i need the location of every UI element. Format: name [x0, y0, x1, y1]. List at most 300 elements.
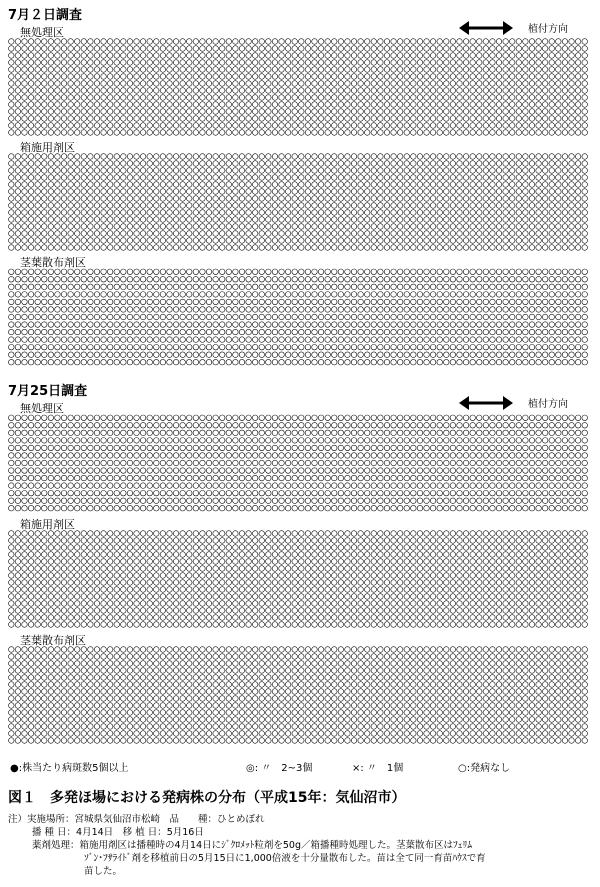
plant-none — [542, 217, 548, 223]
plant-none — [74, 277, 80, 283]
plant-none — [226, 337, 232, 343]
plant-none — [226, 307, 232, 313]
plant-none — [549, 210, 555, 216]
plant-none — [430, 490, 436, 496]
plant-none — [338, 74, 344, 80]
plant-none — [107, 475, 113, 481]
plant-none — [121, 196, 127, 202]
plant-none — [259, 445, 265, 451]
plant-none — [483, 307, 489, 313]
plant-none — [239, 460, 245, 466]
plant-none — [9, 423, 15, 429]
plant-none — [279, 269, 285, 275]
plant-none — [9, 238, 15, 244]
plant-none — [81, 352, 87, 358]
plant-none — [509, 53, 515, 59]
plant-none — [490, 430, 496, 436]
plant-none — [556, 175, 562, 181]
plant-none — [68, 102, 74, 108]
plant-none — [68, 95, 74, 101]
plant-none — [259, 123, 265, 129]
plant-none — [206, 545, 212, 551]
plant-none — [186, 130, 192, 136]
plant-none — [180, 154, 186, 160]
plant-none — [378, 81, 384, 87]
plant-none — [55, 109, 61, 115]
plant-none — [285, 430, 291, 436]
plant-none — [569, 217, 575, 223]
plant-none — [233, 538, 239, 544]
plant-none — [305, 88, 311, 94]
plant-none — [582, 168, 588, 174]
plant-none — [575, 154, 581, 160]
plant-none — [542, 277, 548, 283]
plant-none — [259, 453, 265, 459]
plant-none — [529, 277, 535, 283]
plant-none — [325, 116, 331, 122]
plant-none — [101, 196, 107, 202]
plant-none — [457, 123, 463, 129]
plant-none — [582, 307, 588, 313]
plant-none — [299, 415, 305, 421]
plant-none — [457, 460, 463, 466]
plant-none — [417, 95, 423, 101]
plant-none — [94, 168, 100, 174]
plant-none — [101, 423, 107, 429]
plant-none — [167, 53, 173, 59]
plant-none — [15, 352, 21, 358]
plant-none — [259, 438, 265, 444]
plant-none — [61, 322, 67, 328]
plant-none — [22, 53, 28, 59]
plant-none — [437, 175, 443, 181]
plant-none — [219, 245, 225, 251]
plant-none — [312, 277, 318, 283]
plant-none — [450, 277, 456, 283]
plant-none — [384, 116, 390, 122]
plant-none — [463, 475, 469, 481]
plant-none — [496, 475, 502, 481]
plant-none — [107, 284, 113, 290]
plant-none — [444, 203, 450, 209]
plant-none — [312, 81, 318, 87]
plant-none — [127, 224, 133, 230]
plant-none — [345, 67, 351, 73]
plant-none — [114, 130, 120, 136]
plant-none — [476, 245, 482, 251]
plant-none — [437, 430, 443, 436]
plant-none — [252, 238, 258, 244]
plant-none — [404, 46, 410, 52]
plant-none — [299, 453, 305, 459]
plant-none — [503, 196, 509, 202]
plant-none — [503, 352, 509, 358]
plant-none — [364, 545, 370, 551]
plant-none — [35, 182, 41, 188]
plant-none — [279, 277, 285, 283]
plant-none — [292, 337, 298, 343]
plant-none — [457, 74, 463, 80]
plant-none — [417, 538, 423, 544]
plant-none — [9, 130, 15, 136]
plant-none — [15, 130, 21, 136]
plant-none — [292, 314, 298, 320]
plant-none — [140, 468, 146, 474]
plant-none — [134, 217, 140, 223]
plant-none — [81, 74, 87, 80]
plant-none — [160, 269, 166, 275]
plant-none — [338, 154, 344, 160]
plant-none — [22, 460, 28, 466]
plant-none — [35, 39, 41, 45]
plant-none — [259, 109, 265, 115]
plant-none — [351, 116, 357, 122]
plant-none — [411, 102, 417, 108]
plant-none — [88, 224, 94, 230]
plant-none — [147, 130, 153, 136]
plant-none — [364, 189, 370, 195]
plant-none — [259, 46, 265, 52]
plant-none — [371, 498, 377, 504]
plant-none — [529, 130, 535, 136]
plant-none — [140, 67, 146, 73]
plant-none — [74, 123, 80, 129]
plant-none — [200, 337, 206, 343]
plant-none — [167, 359, 173, 365]
plant-none — [147, 196, 153, 202]
plant-none — [134, 67, 140, 73]
plant-none — [226, 531, 232, 537]
plant-none — [114, 344, 120, 350]
plant-none — [55, 161, 61, 167]
plant-none — [437, 438, 443, 444]
plant-none — [351, 182, 357, 188]
plant-none — [193, 189, 199, 195]
plant-none — [549, 88, 555, 94]
plant-none — [28, 231, 34, 237]
plant-none — [107, 453, 113, 459]
plant-none — [154, 39, 160, 45]
plant-none — [266, 468, 272, 474]
plant-none — [226, 545, 232, 551]
plant-none — [529, 88, 535, 94]
plant-none — [417, 154, 423, 160]
plant-none — [318, 430, 324, 436]
plant-none — [378, 468, 384, 474]
plant-none — [219, 545, 225, 551]
plant-none — [206, 102, 212, 108]
plant-none — [483, 430, 489, 436]
plant-none — [490, 238, 496, 244]
plant-none — [312, 498, 318, 504]
plant-none — [206, 116, 212, 122]
plant-none — [193, 196, 199, 202]
plant-none — [516, 307, 522, 313]
plant-none — [569, 196, 575, 202]
plant-none — [351, 453, 357, 459]
plant-none — [404, 154, 410, 160]
plant-none — [437, 531, 443, 537]
plant-none — [279, 292, 285, 298]
plant-none — [463, 490, 469, 496]
plant-none — [404, 81, 410, 87]
plant-none — [556, 531, 562, 537]
plant-none — [305, 438, 311, 444]
plant-none — [404, 292, 410, 298]
plant-none — [338, 490, 344, 496]
plant-none — [74, 453, 80, 459]
plant-none — [173, 123, 179, 129]
plant-none — [463, 182, 469, 188]
plant-none — [219, 130, 225, 136]
plant-none — [48, 168, 54, 174]
plant-none — [371, 95, 377, 101]
plant-none — [186, 203, 192, 209]
plant-none — [331, 39, 337, 45]
plant-none — [582, 88, 588, 94]
plant-none — [107, 445, 113, 451]
plant-none — [417, 116, 423, 122]
plant-none — [490, 292, 496, 298]
plant-none — [107, 81, 113, 87]
plant-none — [81, 299, 87, 305]
plant-none — [213, 196, 219, 202]
plant-none — [496, 175, 502, 181]
plant-none — [430, 217, 436, 223]
plant-none — [305, 531, 311, 537]
plant-none — [15, 415, 21, 421]
plant-none — [476, 161, 482, 167]
plant-none — [48, 95, 54, 101]
plant-none — [503, 475, 509, 481]
plant-none — [266, 498, 272, 504]
plant-none — [358, 475, 364, 481]
plant-none — [28, 130, 34, 136]
plant-none — [556, 359, 562, 365]
plant-none — [338, 269, 344, 275]
plant-none — [299, 109, 305, 115]
plant-none — [444, 490, 450, 496]
plant-none — [575, 438, 581, 444]
plant-none — [180, 322, 186, 328]
plant-none — [200, 203, 206, 209]
plant-none — [351, 168, 357, 174]
plant-none — [338, 468, 344, 474]
plant-none — [193, 423, 199, 429]
plant-none — [292, 224, 298, 230]
plant-none — [575, 95, 581, 101]
plant-none — [470, 430, 476, 436]
plant-none — [503, 438, 509, 444]
plant-none — [94, 53, 100, 59]
plant-none — [193, 545, 199, 551]
plant-none — [74, 154, 80, 160]
plant-none — [233, 39, 239, 45]
planting-direction-label: 植付方向 — [528, 24, 568, 35]
plant-none — [74, 284, 80, 290]
plant-none — [318, 453, 324, 459]
plant-none — [180, 359, 186, 365]
plant-none — [266, 196, 272, 202]
plant-none — [338, 217, 344, 223]
plant-none — [226, 210, 232, 216]
plant-none — [569, 88, 575, 94]
plant-none — [114, 329, 120, 335]
plant-none — [444, 60, 450, 66]
plant-none — [509, 203, 515, 209]
plant-none — [503, 299, 509, 305]
plant-none — [529, 531, 535, 537]
plant-none — [575, 130, 581, 136]
plant-none — [582, 292, 588, 298]
plant-none — [140, 531, 146, 537]
plant-none — [167, 531, 173, 537]
plant-none — [154, 74, 160, 80]
plant-none — [351, 238, 357, 244]
plant-none — [55, 130, 61, 136]
plant-none — [173, 182, 179, 188]
plant-none — [562, 168, 568, 174]
plant-none — [193, 116, 199, 122]
plant-none — [9, 475, 15, 481]
plant-none — [523, 245, 529, 251]
plant-none — [582, 498, 588, 504]
plant-none — [384, 67, 390, 73]
plant-none — [285, 123, 291, 129]
plant-none — [48, 210, 54, 216]
plant-none — [556, 322, 562, 328]
plant-none — [463, 109, 469, 115]
plant-none — [226, 453, 232, 459]
plant-none — [160, 217, 166, 223]
plant-none — [28, 238, 34, 244]
plant-none — [457, 475, 463, 481]
plant-none — [147, 538, 153, 544]
plant-none — [397, 498, 403, 504]
plant-none — [28, 210, 34, 216]
plant-none — [299, 359, 305, 365]
plant-none — [213, 102, 219, 108]
plant-none — [15, 337, 21, 343]
plant-none — [55, 423, 61, 429]
plant-none — [509, 123, 515, 129]
plant-none — [35, 415, 41, 421]
plant-none — [193, 203, 199, 209]
plant-none — [35, 224, 41, 230]
plant-none — [41, 545, 47, 551]
plant-none — [246, 284, 252, 290]
plant-none — [490, 102, 496, 108]
plant-none — [292, 438, 298, 444]
plant-none — [437, 475, 443, 481]
plant-none — [424, 161, 430, 167]
plant-none — [450, 53, 456, 59]
plant-none — [312, 60, 318, 66]
plant-none — [318, 39, 324, 45]
plant-none — [318, 538, 324, 544]
plant-none — [233, 545, 239, 551]
plant-none — [424, 53, 430, 59]
plant-none — [404, 95, 410, 101]
plant-none — [28, 245, 34, 251]
plant-none — [450, 438, 456, 444]
plant-none — [562, 299, 568, 305]
plant-none — [173, 307, 179, 313]
plant-none — [180, 95, 186, 101]
plant-none — [371, 168, 377, 174]
plant-none — [430, 130, 436, 136]
plant-none — [404, 116, 410, 122]
plant-none — [233, 168, 239, 174]
plant-none — [114, 545, 120, 551]
plant-none — [450, 210, 456, 216]
plant-none — [411, 238, 417, 244]
plant-none — [219, 95, 225, 101]
plant-none — [9, 538, 15, 544]
plant-none — [173, 430, 179, 436]
plant-none — [516, 245, 522, 251]
plant-none — [61, 60, 67, 66]
plant-none — [101, 359, 107, 365]
plant-none — [74, 415, 80, 421]
plant-none — [252, 123, 258, 129]
plant-none — [272, 175, 278, 181]
plant-none — [279, 130, 285, 136]
plant-none — [127, 154, 133, 160]
plant-none — [246, 238, 252, 244]
plant-none — [575, 468, 581, 474]
plant-none — [140, 269, 146, 275]
plant-none — [285, 116, 291, 122]
plant-none — [239, 438, 245, 444]
plant-none — [121, 238, 127, 244]
plant-none — [424, 284, 430, 290]
plant-none — [213, 154, 219, 160]
plant-none — [437, 130, 443, 136]
plant-none — [549, 154, 555, 160]
plant-none — [582, 438, 588, 444]
plant-none — [107, 299, 113, 305]
plant-none — [424, 210, 430, 216]
plant-none — [299, 277, 305, 283]
plant-none — [542, 498, 548, 504]
plant-none — [285, 284, 291, 290]
plant-none — [61, 453, 67, 459]
plant-none — [542, 505, 548, 511]
plant-none — [430, 168, 436, 174]
plant-none — [476, 531, 482, 537]
plant-none — [569, 182, 575, 188]
plant-none — [391, 161, 397, 167]
plant-none — [233, 238, 239, 244]
plant-none — [28, 314, 34, 320]
plant-none — [9, 67, 15, 73]
plant-none — [364, 161, 370, 167]
plant-none — [88, 88, 94, 94]
plant-none — [266, 210, 272, 216]
plant-none — [173, 95, 179, 101]
plant-none — [430, 277, 436, 283]
plant-none — [424, 352, 430, 358]
plant-none — [101, 453, 107, 459]
plant-none — [180, 453, 186, 459]
plant-none — [437, 284, 443, 290]
plant-none — [160, 102, 166, 108]
plant-none — [154, 453, 160, 459]
plant-none — [259, 217, 265, 223]
plant-none — [542, 116, 548, 122]
plant-none — [391, 95, 397, 101]
